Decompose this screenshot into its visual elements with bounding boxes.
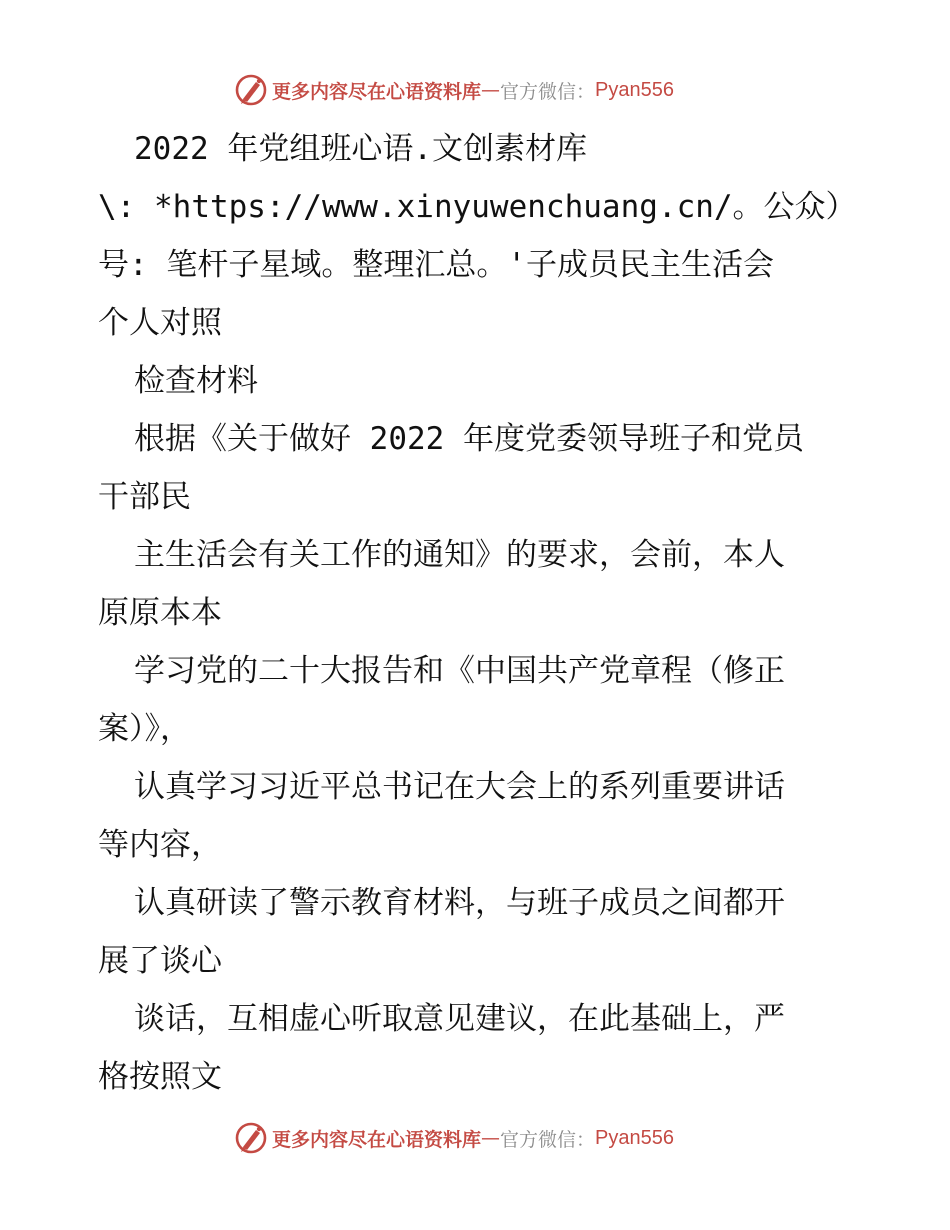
- document-line: 根据《关于做好 2022 年度党委领导班子和党员: [134, 421, 804, 457]
- header-banner: [0, 68, 950, 112]
- banner-tagline: 更多内容尽在心语资料库: [272, 1128, 482, 1151]
- document-title-line: 2022 年党组班心语.文创素材库: [134, 131, 587, 167]
- banner-handle: Pyan556: [595, 1126, 674, 1149]
- document-line: 检查材料: [134, 363, 258, 399]
- document-line: 谈话，互相虚心听取意见建议，在此基础上，严: [134, 1001, 785, 1037]
- document-line: 主生活会有关工作的通知》的要求，会前，本人: [134, 537, 785, 573]
- footer-banner: [0, 1116, 950, 1160]
- pen-logo-icon: [234, 73, 268, 107]
- document-line: 展了谈心: [98, 943, 222, 979]
- document-line: 个人对照: [98, 305, 222, 341]
- document-line: 干部民: [98, 479, 191, 515]
- document-line: 格按照文: [98, 1059, 222, 1095]
- banner-official-label: 官方微信：: [500, 80, 596, 103]
- document-line: \: *https://www.xinyuwenchuang.cn/。公众）: [98, 189, 857, 225]
- banner-tagline: 更多内容尽在心语资料库: [272, 80, 482, 103]
- banner-separator: —: [481, 1127, 501, 1149]
- document-line: 认真学习习近平总书记在大会上的系列重要讲话: [134, 769, 785, 805]
- banner-separator: —: [481, 79, 501, 101]
- pen-logo-icon: [234, 1121, 268, 1155]
- document-line: 原原本本: [98, 595, 222, 631]
- document-line: 等内容，: [98, 827, 222, 863]
- document-line: 案）》，: [98, 711, 191, 747]
- banner-official-label: 官方微信：: [500, 1128, 596, 1151]
- document-line: 号: 笔杆子星域。整理汇总。'子成员民主生活会: [98, 247, 774, 283]
- document-line: 学习党的二十大报告和《中国共产党章程（修正: [134, 653, 785, 689]
- document-line: 认真研读了警示教育材料，与班子成员之间都开: [134, 885, 785, 921]
- banner-handle: Pyan556: [595, 78, 674, 101]
